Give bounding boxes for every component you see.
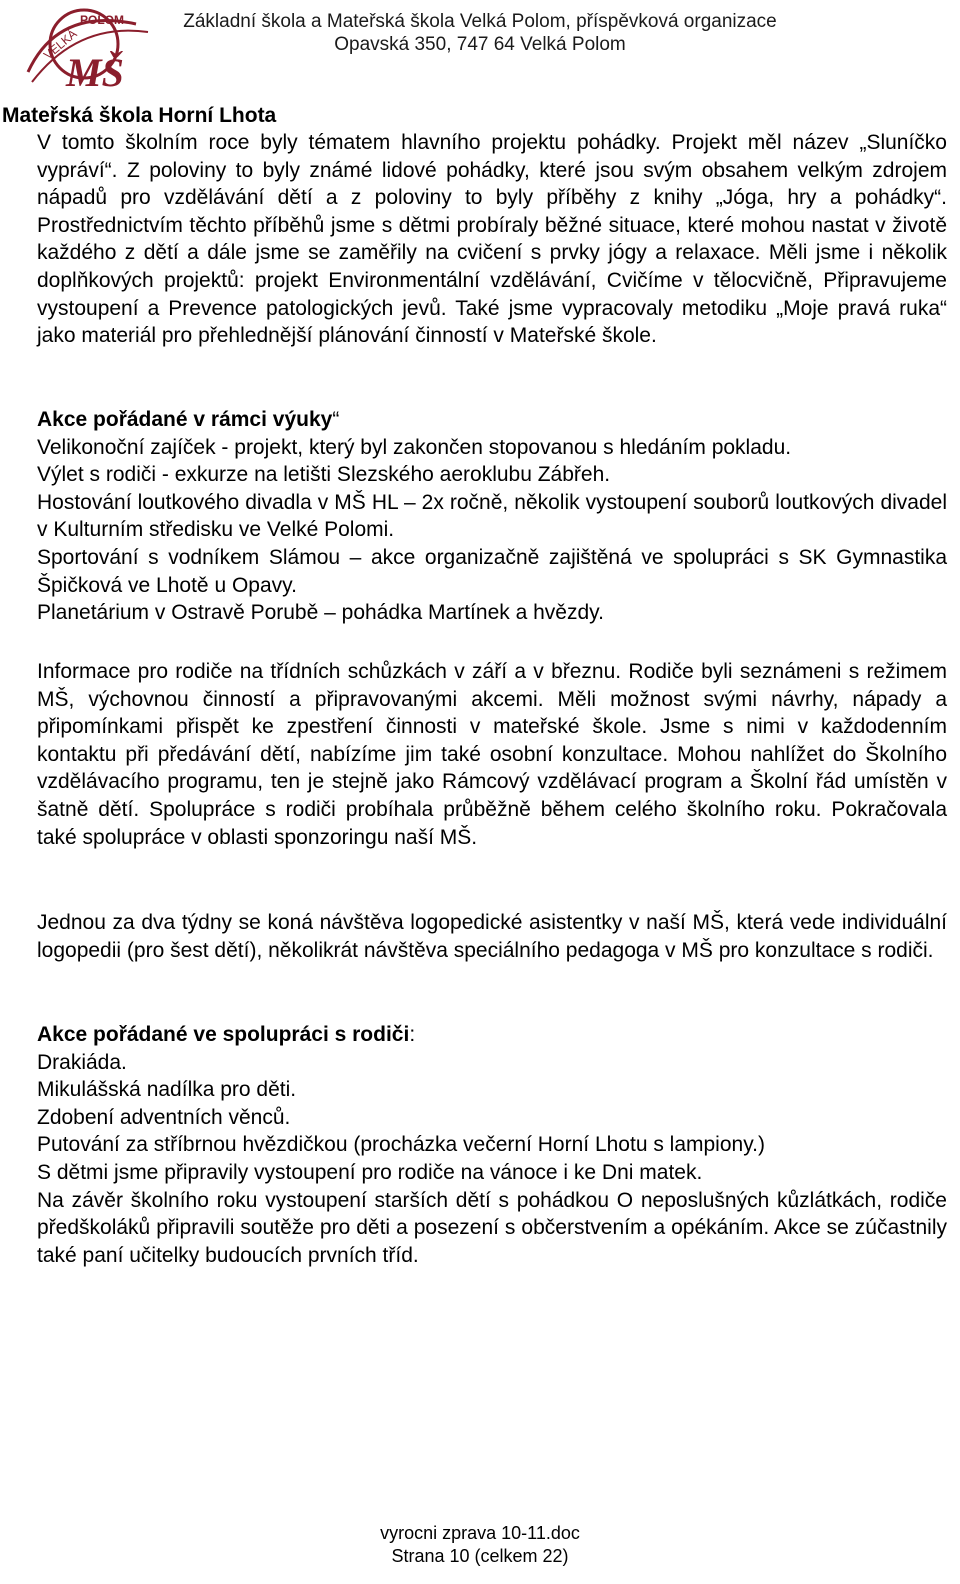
- speech-paragraph: Jednou za dva týdny se koná návštěva logopedické asistentky v naší MŠ, která vede individuální logopedii (pro šest dětí), několikrát návštěva speciálního pedagoga v MŠ pro konzultace s rodiči.: [37, 911, 947, 962]
- section-title: Mateřská škola Horní Lhota: [2, 104, 277, 127]
- list-item: Na závěr školního roku vystoupení starších dětí s pohádkou O neposlušných kůzlátkách, rodiče předškoláků připravili soutěže pro děti a posezení s občerstvením a opékáním. Akce se zúčastnily také paní učitelky budoucích prvních tříd.: [37, 1188, 947, 1267]
- list-item: Velikonoční zajíček - projekt, který byl zakončen stopovanou s hledáním pokladu.: [37, 435, 792, 459]
- list-item: Zdobení adventních věnců.: [37, 1105, 291, 1129]
- footer-filename: vyrocni zprava 10-11.doc: [380, 1523, 580, 1543]
- svg-text:VELKÁ: VELKÁ: [40, 26, 80, 63]
- parent-events-section: [37, 1021, 947, 1269]
- list-item: Hostování loutkového divadla v MŠ HL – 2x ročně, několik vystoupení souborů loutkových divadel v Kulturním středisku ve Velké Polomi.: [37, 490, 947, 542]
- list-item: Drakiáda.: [37, 1050, 127, 1074]
- list-item: Planetárium v Ostravě Porubě – pohádka Martínek a hvězdy.: [37, 601, 604, 625]
- list-item: Mikulášská nadílka pro děti.: [37, 1078, 297, 1102]
- parents-paragraph: Informace pro rodiče na třídních schůzkách v září a v březnu. Rodiče byli seznámeni s režimem MŠ, výchovnou činností a připravovanými akcemi. Měli možnost svými návrhy, nápady a připomínkami přispět ke zpestření činnosti v mateřské škole. Jsme s nimi v každodenním kontaktu při předávání dětí, nabízíme jim také osobní konzultace. Mohou nahlížet do Školního vzdělávacího programu, ten je stejně jako Rámcový vzdělávací program a Školní řád umístěn v šatně dětí. Spolupráce s rodiči probíhala průběžně během celého školního roku. Pokračovala také spolupráce v oblasti sponzoringu naší MŠ.: [37, 660, 947, 849]
- list-item: Putování za stříbrnou hvězdičkou (procházka večerní Horní Lhotu s lampiony.): [37, 1133, 765, 1157]
- school-name: Základní škola a Mateřská škola Velká Polom, příspěvková organizace: [183, 11, 777, 32]
- school-events-section: [37, 406, 947, 627]
- svg-text:MŠ: MŠ: [66, 50, 124, 90]
- svg-text:POLOM: POLOM: [80, 13, 124, 27]
- school-address: Opavská 350, 747 64 Velká Polom: [334, 34, 626, 55]
- intro-paragraph: V tomto školním roce byly tématem hlavního projektu pohádky. Projekt měl název „Sluníčko vypráví“. Z poloviny to byly známé lidové pohádky, které jsou svým obsahem velkým zdrojem nápadů pro vzdělávání dětí a z poloviny to byly příběhy z knihy „Jóga, hry a pohádky“. Prostřednictvím těchto příběhů jsme s dětmi probíraly běžné situace, které mohou nastat v životě každého z dětí a dále jsme se zaměřily na cvičení s prvky jógy a relaxace. Měli jsme i několik doplňkových projektů: projekt Environmentální vzdělávání, Cvičíme v tělocvičně, Připravujeme vystoupení a Prevence patologických jevů. Také jsme vypracovaly metodiku „Moje pravá ruka“ jako materiál pro přehlednější plánování činností v Mateřské škole.: [37, 131, 947, 348]
- list-item: Sportování s vodníkem Slámou – akce organizačně zajištěná ve spolupráci s SK Gymnastika Špičková ve Lhotě u Opavy.: [37, 545, 947, 597]
- footer-page-number: Strana 10 (celkem 22): [391, 1546, 569, 1566]
- school-events-heading-suffix: “: [332, 408, 340, 431]
- school-events-heading: Akce pořádané v rámci výuky: [37, 408, 333, 431]
- list-item: Výlet s rodiči - exkurze na letišti Slezského aeroklubu Zábřeh.: [37, 463, 611, 487]
- parent-events-heading: Akce pořádané ve spolupráci s rodiči: [37, 1023, 410, 1046]
- list-item: S dětmi jsme připravily vystoupení pro rodiče na vánoce i ke Dni matek.: [37, 1160, 703, 1184]
- school-logo: [18, 2, 158, 90]
- parent-events-heading-suffix: :: [409, 1023, 416, 1046]
